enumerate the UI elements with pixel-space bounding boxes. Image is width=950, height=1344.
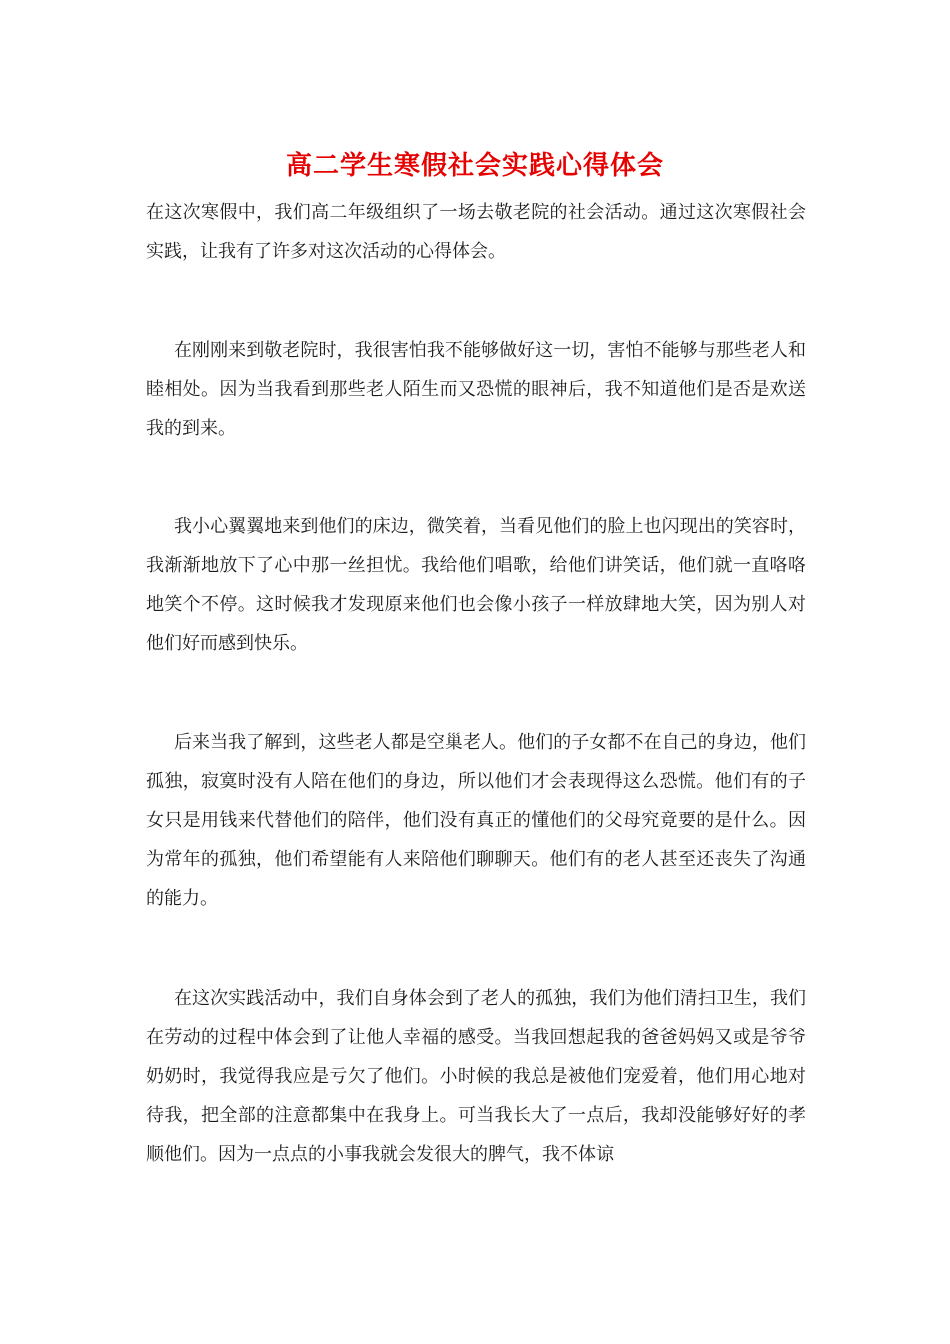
document-title: 高二学生寒假社会实践心得体会 [285, 151, 664, 181]
paragraph-reflection: 在这次实践活动中，我们自身体会到了老人的孤独，我们为他们清扫卫生，我们在劳动的过程中体会到了让他人幸福的感受。当我回想起我的爸爸妈妈又或是爷爷奶奶时，我觉得我应是亏欠了他们。小时候的我总是被他们宠爱着，他们用心地对待我，把全部的注意都集中在我身上。可当我长大了一点后，我却没能够好好的孝顺他们。因为一点点的小事我就会发很大的脾气，我不体谅 [146, 988, 806, 1165]
paragraph-interaction: 我小心翼翼地来到他们的床边，微笑着，当看见他们的脸上也闪现出的笑容时，我渐渐地放下了心中那一丝担忧。我给他们唱歌，给他们讲笑话，他们就一直咯咯地笑个不停。这时候我才发现原来他们也会像小孩子一样放肆地大笑，因为别人对他们好而感到快乐。 [146, 516, 806, 654]
paragraph-intro: 在这次寒假中，我们高二年级组织了一场去敬老院的社会活动。通过这次寒假社会实践，让我有了许多对这次活动的心得体会。 [146, 202, 806, 262]
paragraph-arrival: 在刚刚来到敬老院时，我很害怕我不能够做好这一切，害怕不能够与那些老人和睦相处。因为当我看到那些老人陌生而又恐慌的眼神后，我不知道他们是否是欢送我的到来。 [146, 340, 806, 439]
paragraph-empty-nest: 后来当我了解到，这些老人都是空巢老人。他们的子女都不在自己的身边，他们孤独，寂寞时没有人陪在他们的身边，所以他们才会表现得这么恐慌。他们有的子女只是用钱来代替他们的陪伴，他们没有真正的懂他们的父母究竟要的是什么。因为常年的孤独，他们希望能有人来陪他们聊聊天。他们有的老人甚至还丧失了沟通的能力。 [146, 732, 806, 909]
